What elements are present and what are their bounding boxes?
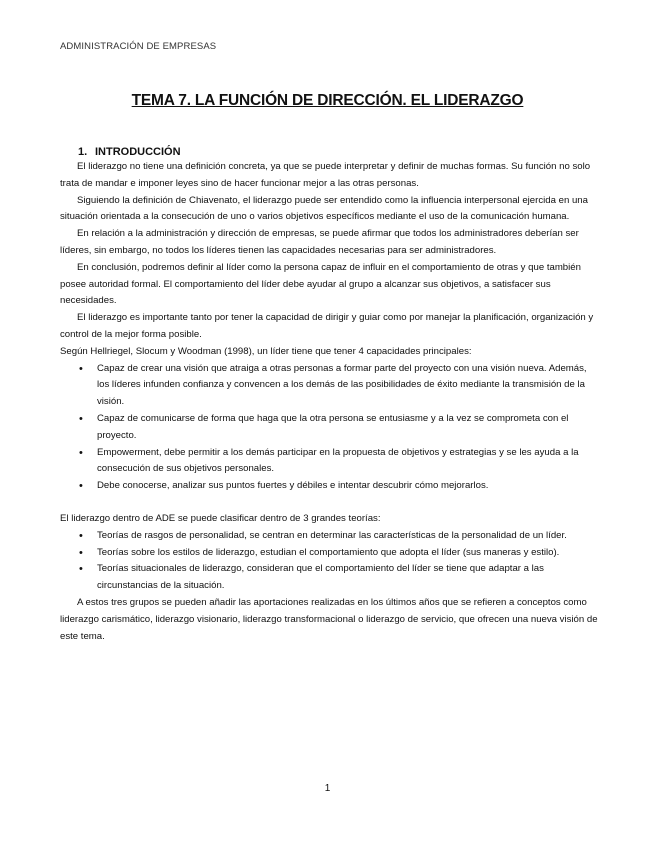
page-number: 1 xyxy=(324,783,331,794)
section-title: INTRODUCCIÓN xyxy=(95,146,181,158)
list-item: • Teorías situacionales de liderazgo, consideran que el comportamiento del líder se tiene que adaptar a las circunstancias de la situación. xyxy=(60,561,600,595)
list-item: • Debe conocerse, analizar sus puntos fuertes y débiles e intentar descubrir cómo mejorarlos. xyxy=(60,478,600,495)
list-item: • Capaz de crear una visión que atraiga a otras personas a formar parte del proyecto con una visión nueva. Además, los líderes infunden confianza y convencen a los demás de las posibilidades de éxito mediante la transmisión de la visión. xyxy=(60,361,600,411)
capacities-intro: Según Hellriegel, Slocum y Woodman (1998), un líder tiene que tener 4 capacidades principales: xyxy=(60,345,472,357)
section-number: 1. xyxy=(78,146,88,158)
list-item: • Teorías sobre los estilos de liderazgo, estudian el comportamiento que adopta el líder (sus maneras y estilo). xyxy=(60,545,600,562)
theories-intro: El liderazgo dentro de ADE se puede clasificar dentro de 3 grandes teorías: xyxy=(60,512,381,524)
closing-paragraph: A estos tres grupos se pueden añadir las aportaciones realizadas en los últimos años que se refieren a conceptos como liderazgo carismático, liderazgo visionario, liderazgo transformacional o liderazgo de servicio, que ofrecen una nueva visión de este tema. xyxy=(60,596,598,642)
intro-paragraph: En relación a la administración y dirección de empresas, se puede afirmar que todos los administradores deberían ser líderes, sin embargo, no todos los líderes tienen las capacidades necesarias para ser administradores. xyxy=(60,228,579,256)
spacer xyxy=(60,495,600,511)
intro-paragraph: En conclusión, podremos definir al líder como la persona capaz de influir en el comportamiento de otras y que también posee autoridad formal. El comportamiento del líder debe ayudar al grupo a alcanzar sus objetivos, a satisfacer sus necesidades. xyxy=(60,261,581,307)
intro-paragraph: El liderazgo no tiene una definición concreta, ya que se puede interpretar y definir de muchas formas. Su función no solo trata de mandar e imponer leyes sino de hacer funcionar mejor a las otras personas. xyxy=(60,161,591,189)
document-body xyxy=(60,145,600,645)
intro-paragraph: El liderazgo es importante tanto por tener la capacidad de dirigir y guiar como por manejar la planificación, organización y control de la mejor forma posible. xyxy=(60,312,594,340)
list-item: • Teorías de rasgos de personalidad, se centran en determinar las características de la personalidad de un líder. xyxy=(60,528,600,545)
intro-paragraph: Siguiendo la definición de Chiavenato, el liderazgo puede ser entendido como la influencia interpersonal ejercida en una situación orientada a la consecución de uno o varios objetivos específicos mediante el uso de la comunicación humana. xyxy=(60,194,588,223)
section-heading xyxy=(78,145,600,159)
capacities-list xyxy=(60,361,600,495)
document-title: TEMA 7. LA FUNCIÓN DE DIRECCIÓN. EL LIDERAZGO xyxy=(131,92,524,109)
list-item: • Capaz de comunicarse de forma que haga que la otra persona se entusiasme y a la vez se comprometa con el proyecto. xyxy=(60,411,600,445)
running-header: ADMINISTRACIÓN DE EMPRESAS xyxy=(60,41,217,52)
theories-list xyxy=(60,528,600,595)
list-item: • Empowerment, debe permitir a los demás participar en la propuesta de objetivos y estrategias y se les ayuda a la consecución de sus objetivos personales. xyxy=(60,445,600,479)
